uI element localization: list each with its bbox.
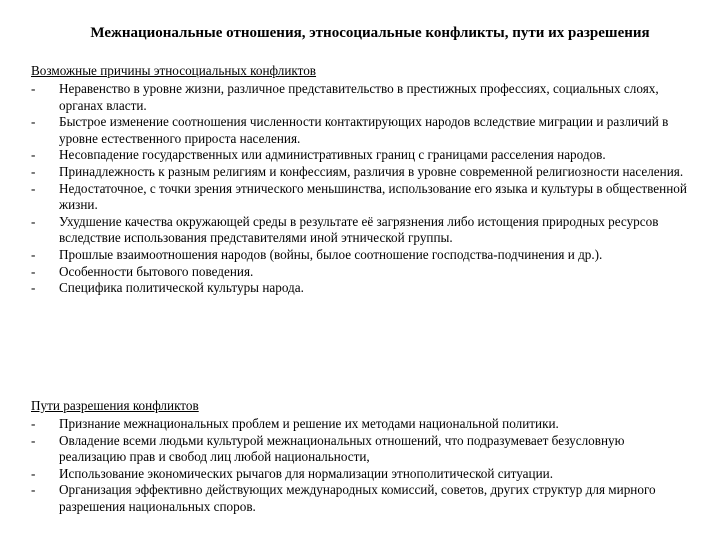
bullet-dash: - [31,213,36,229]
list-item: - Принадлежность к разным религиям и конфессиям, различия в уровне современной религиозности населения. [31,163,684,179]
bullet-dash: - [31,280,36,296]
page-title: Межнациональные отношения, этносоциальные конфликты, пути их разрешения [90,25,650,41]
bullet-dash: - [31,114,36,130]
list-item: - Особенности бытового поведения. [31,263,254,279]
list-item: - Быстрое изменение соотношения численности контактирующих народов вследствие миграции и различий в уровне естественного прироста населения. [31,114,669,146]
bullet-dash: - [31,416,36,431]
bullet-dash: - [31,432,36,448]
bullet-dash: - [31,180,36,196]
resolutions-heading: Пути разрешения конфликтов [31,398,199,413]
list-item: - Использование экономических рычагов для нормализации этнополитической ситуации. [31,465,553,481]
bullet-dash: - [31,465,36,481]
causes-heading: Возможные причины этносоциальных конфликтов [31,63,317,78]
bullet-dash: - [31,246,36,262]
bullet-dash: - [31,163,36,179]
resolutions-list [31,416,691,516]
list-item: - Специфика политической культуры народа. [31,280,304,296]
causes-list [31,81,691,297]
list-item: - Организация эффективно действующих международных комиссий, советов, других структур для мирного разрешения национальных споров. [31,482,656,514]
list-item: - Прошлые взаимоотношения народов (войны, былое соотношение господства-подчинения и др.). [31,246,603,262]
bullet-dash: - [31,263,36,279]
list-item: - Ухудшение качества окружающей среды в результате её загрязнения либо истощения природных ресурсов вследствие использования представителями иной этнической группы. [31,213,659,246]
list-item: - Овладение всеми людьми культурой межнациональных отношений, что подразумевает безусловную реализацию прав и свобод лиц любой национальности, [31,432,625,465]
bullet-dash: - [31,482,36,498]
list-item: - Неравенство в уровне жизни, различное представительство в престижных профессиях, социальных слоях, органах власти. [31,81,659,113]
bullet-dash: - [31,147,36,163]
list-item: - Признание межнациональных проблем и решение их методами национальной политики. [31,416,559,431]
list-item: - Несовпадение государственных или административных границ с границами расселения народов. [31,147,606,163]
list-item: - Недостаточное, с точки зрения этнического меньшинства, использование его языка и культуры в общественной жизни. [31,180,687,213]
bullet-dash: - [31,81,36,96]
